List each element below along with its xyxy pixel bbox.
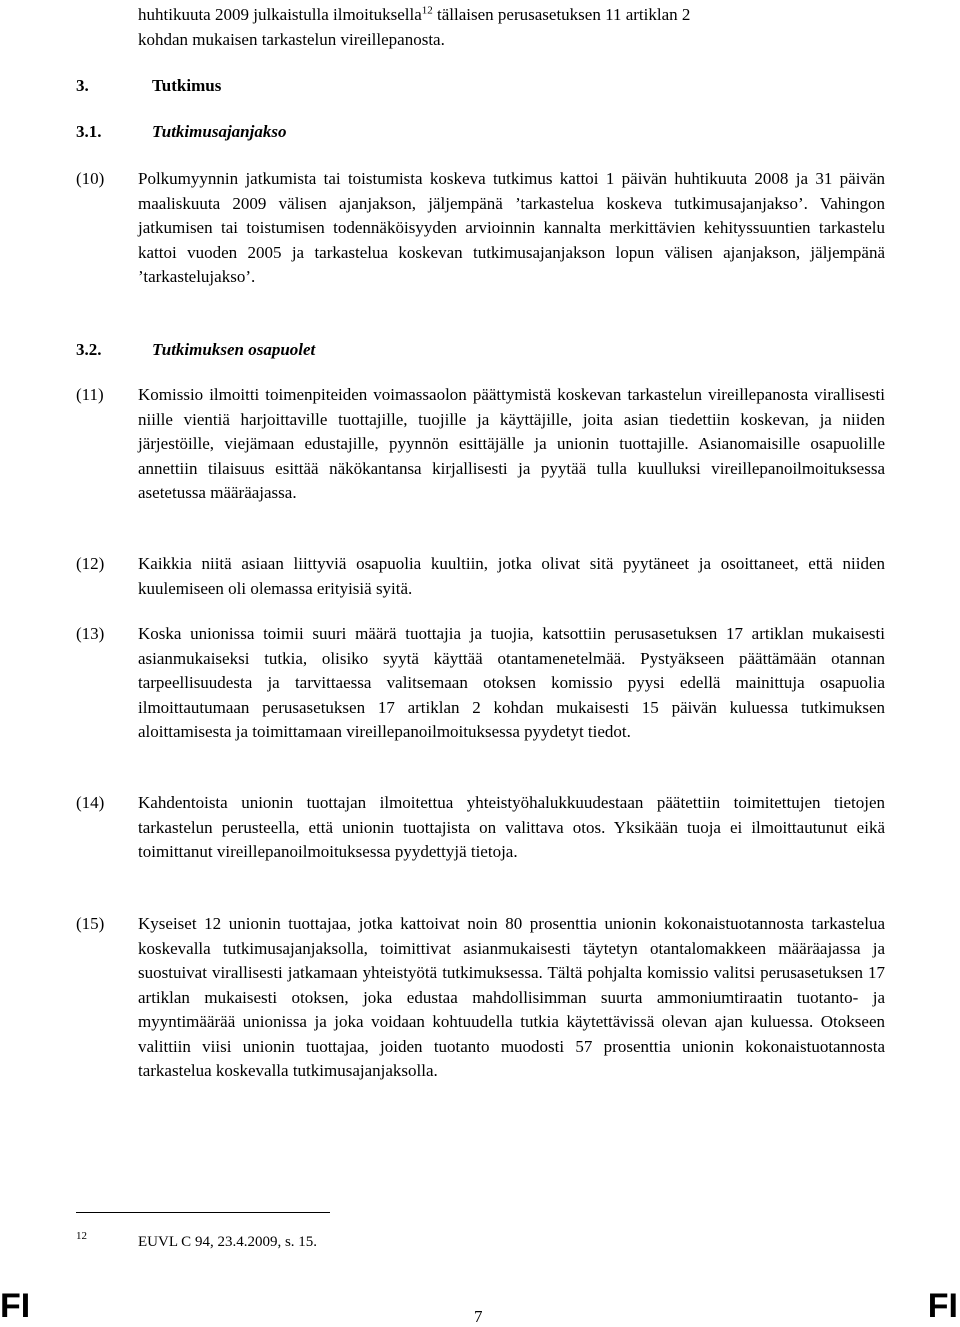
footnote-reference[interactable]: 12 <box>421 4 433 17</box>
page-number: 7 <box>474 1307 483 1326</box>
paragraph-number: (11) <box>76 385 104 404</box>
paragraph-text: Komissio ilmoitti toimenpiteiden voimassaolon päättymistä koskevan tarkastelun vireillepanosta virallisesti niille vientiä harjoittaville tuottajille, tuojille ja käyttäjille, joita asian tiedettiin koskevan, ja niiden järjestöille, viejämaan edustajille, pyynnön esittäjälle ja unionin tuottajille. Asianomaisille osapuolille annettiin tilaisuus esittää näkökantansa kirjallisesti ja pyytää tulla kuulluksi vireillepanoilmoituksessa asetetussa määräajassa. <box>138 385 885 502</box>
subsection-number: 3.1. <box>76 122 102 141</box>
footnote-number: 12 <box>76 1230 87 1242</box>
intro-line-2: kohdan mukaisen tarkastelun vireillepanosta. <box>138 30 445 49</box>
footer-language-right: FI <box>927 1287 958 1325</box>
paragraph-number: (15) <box>76 914 105 933</box>
paragraph-number: (10) <box>76 169 105 188</box>
paragraph-number: (13) <box>76 624 105 643</box>
intro-text: huhtikuuta 2009 julkaistulla ilmoituksella <box>138 5 422 24</box>
footnote-text: EUVL C 94, 23.4.2009, s. 15. <box>138 1234 318 1250</box>
subsection-title: Tutkimuksen osapuolet <box>152 340 316 359</box>
paragraph-text: Kahdentoista unionin tuottajan ilmoitettua yhteistyöhalukkuudestaan päätettiin toimitettujen tietojen tarkastelun perusteella, että unionin tuottajista on valittava otos. Yksikään tuoja ei ilmoittautunut eikä toimittanut vireillepanoilmoituksessa pyydettyjä tietoja. <box>138 793 885 861</box>
paragraph-text: Polkumyynnin jatkumista tai toistumista koskeva tutkimus kattoi 1 päivän huhtikuuta 2008 ja 31 päivän maaliskuuta 2009 välisen ajanjakson, jäljempänä ’tarkastelua koskeva tutkimusajanjakso’. Vahingon jatkumisen tai toistumisen todennäköisyyden arvioinnin kannalta merkittävien kehityssuuntien tarkastelu kattoi vuoden 2005 ja tarkastelua koskevan tutkimusajanjakson lopun välisen ajanjakson, jäljempänä ’tarkastelujakso’. <box>138 169 885 286</box>
intro-text-continued: tällaisen perusasetuksen 11 artiklan 2 <box>432 5 691 24</box>
intro-line-1 <box>138 3 885 28</box>
section-title: Tutkimus <box>152 76 222 95</box>
subsection-number: 3.2. <box>76 340 102 359</box>
subsection-title: Tutkimusajanjakso <box>152 122 287 141</box>
paragraph-text: Kyseiset 12 unionin tuottajaa, jotka kattoivat noin 80 prosenttia unionin kokonaistuotannosta tarkastelua koskevalla tutkimusajanjaksolla, toimittivat asianmukaisesti täytetyn otantalomakkeen määräajassa ja suostuivat virallisesti jatkamaan yhteistyötä tutkimuksessa. Tältä pohjalta komissio valitsi perusasetuksen 17 artiklan mukaisesti otoksen, joka edustaa mahdollisimman suurta ammoniumtiraatin tuotanto- ja myyntimäärää unionissa ja joka voidaan kohtuudella tutkia käytettävissä olevan ajan kuluessa. Otokseen valittiin viisi unionin tuottajaa, joiden tuotanto muodosti 57 prosenttia unionin kokonaistuotannosta tarkastelua koskevalla tutkimusajanjaksolla. <box>138 914 885 1080</box>
paragraph-text: Kaikkia niitä asiaan liittyviä osapuolia kuultiin, jotka olivat sitä pyytäneet ja osoittaneet, että niiden kuulemiseen oli olemassa erityisiä syitä. <box>138 554 885 598</box>
section-number: 3. <box>76 76 89 95</box>
footnote-separator <box>76 1212 330 1213</box>
paragraph-text: Koska unionissa toimii suuri määrä tuottajia ja tuojia, katsottiin perusasetuksen 17 artiklan mukaisesti asianmukaiseksi tutkia, olisiko syytä käyttää otantamenetelmää. Pystyäkseen päättämään otannan tarpeellisuudesta ja tarvittaessa valitsemaan otoksen komissio pyysi edellä mainittuja osapuolia ilmoittautumaan perusasetuksen 17 artiklan 2 kohdan mukaisesti 15 päivän kuluessa tutkimuksen aloittamisesta ja toimittamaan vireillepanoilmoituksessa pyydetyt tiedot. <box>138 624 885 741</box>
footer-language-left: FI <box>0 1287 31 1325</box>
paragraph-number: (12) <box>76 554 105 573</box>
paragraph-number: (14) <box>76 793 105 812</box>
